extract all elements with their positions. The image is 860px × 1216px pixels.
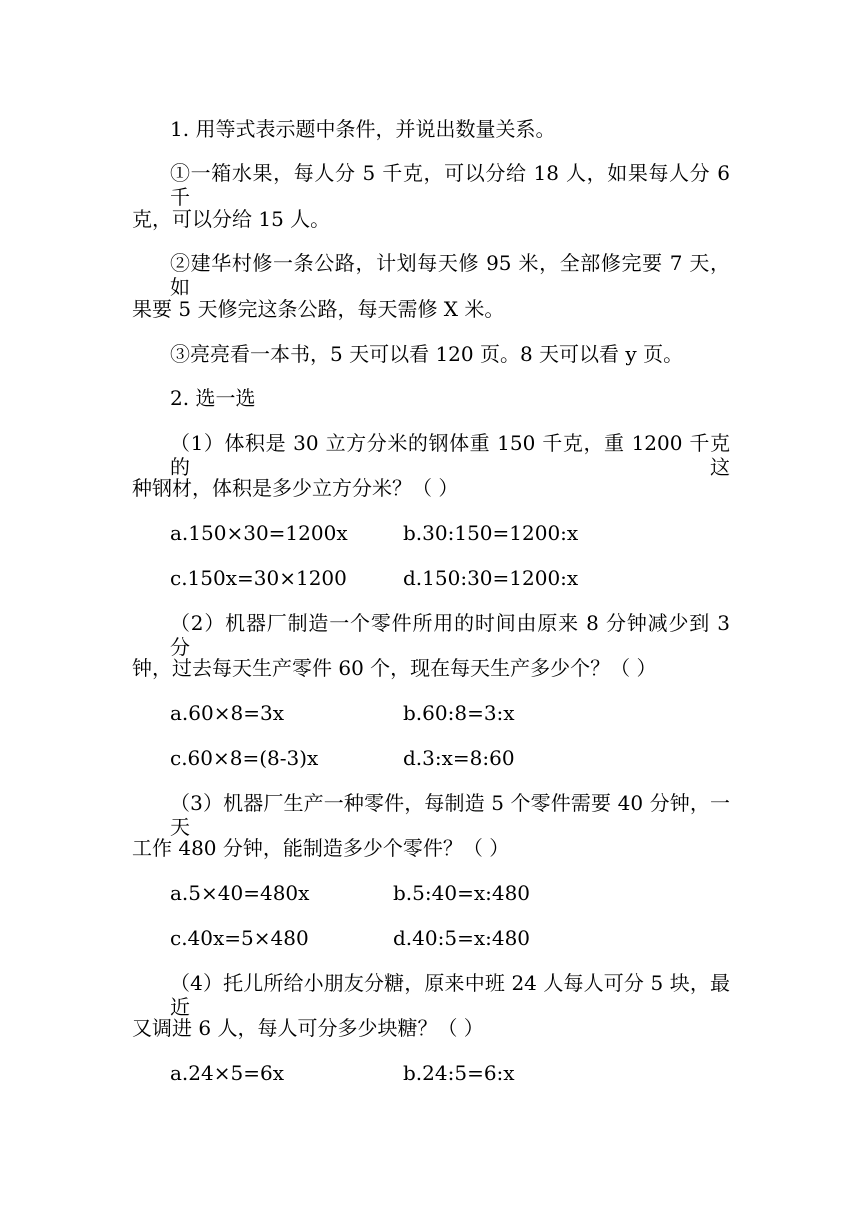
question-2-option-a: a.60×8=3x [170, 701, 284, 725]
question-1-option-a: a.150×30=1200x [170, 521, 348, 545]
question-2-option-b: b.60:8=3:x [403, 701, 515, 725]
question-3-option-c: c.40x=5×480 [170, 926, 309, 950]
question-3-option-d: d.40:5=x:480 [393, 926, 531, 950]
question-4-option-a: a.24×5=6x [170, 1061, 284, 1085]
question-4-option-b: b.24:5=6:x [403, 1061, 515, 1085]
question-2-line-1: （2）机器厂制造一个零件所用的时间由原来 8 分钟减少到 3 分 [170, 611, 730, 659]
question-1-line-2: 种钢材，体积是多少立方分米？（ ） [132, 476, 459, 500]
item-2-line-1: ②建华村修一条公路，计划每天修 95 米，全部修完要 7 天，如 [170, 251, 730, 299]
question-4-line-1: （4）托儿所给小朋友分糖，原来中班 24 人每人可分 5 块，最近 [170, 971, 730, 1019]
item-2-line-2: 果要 5 天修完这条公路，每天需修 X 米。 [132, 297, 505, 321]
question-1-option-c: c.150x=30×1200 [170, 566, 347, 590]
section-2-heading: 2. 选一选 [170, 386, 256, 410]
question-3-option-b: b.5:40=x:480 [393, 881, 531, 905]
question-1-option-b: b.30:150=1200:x [403, 521, 579, 545]
question-2-line-2: 钟，过去每天生产零件 60 个，现在每天生产多少个？（ ） [132, 656, 657, 680]
question-2-option-c: c.60×8=(8-3)x [170, 746, 319, 770]
question-2-option-d: d.3:x=8:60 [403, 746, 515, 770]
question-3-option-a: a.5×40=480x [170, 881, 310, 905]
question-3-line-1: （3）机器厂生产一种零件，每制造 5 个零件需要 40 分钟，一天 [170, 791, 730, 839]
item-3-line-1: ③亮亮看一本书，5 天可以看 120 页。8 天可以看 y 页。 [170, 342, 684, 366]
question-4-line-2: 又调进 6 人，每人可分多少块糖？（ ） [132, 1016, 484, 1040]
section-1-heading: 1. 用等式表示题中条件，并说出数量关系。 [170, 117, 556, 141]
item-1-line-2: 克，可以分给 15 人。 [132, 207, 331, 231]
question-3-line-2: 工作 480 分钟，能制造多少个零件？（ ） [132, 836, 510, 860]
item-1-line-1: ①一箱水果，每人分 5 千克，可以分给 18 人，如果每人分 6 千 [170, 161, 730, 209]
question-1-option-d: d.150:30=1200:x [403, 566, 579, 590]
question-1-line-1: （1）体积是 30 立方分米的钢体重 150 千克，重 1200 千克的这 [170, 431, 730, 479]
